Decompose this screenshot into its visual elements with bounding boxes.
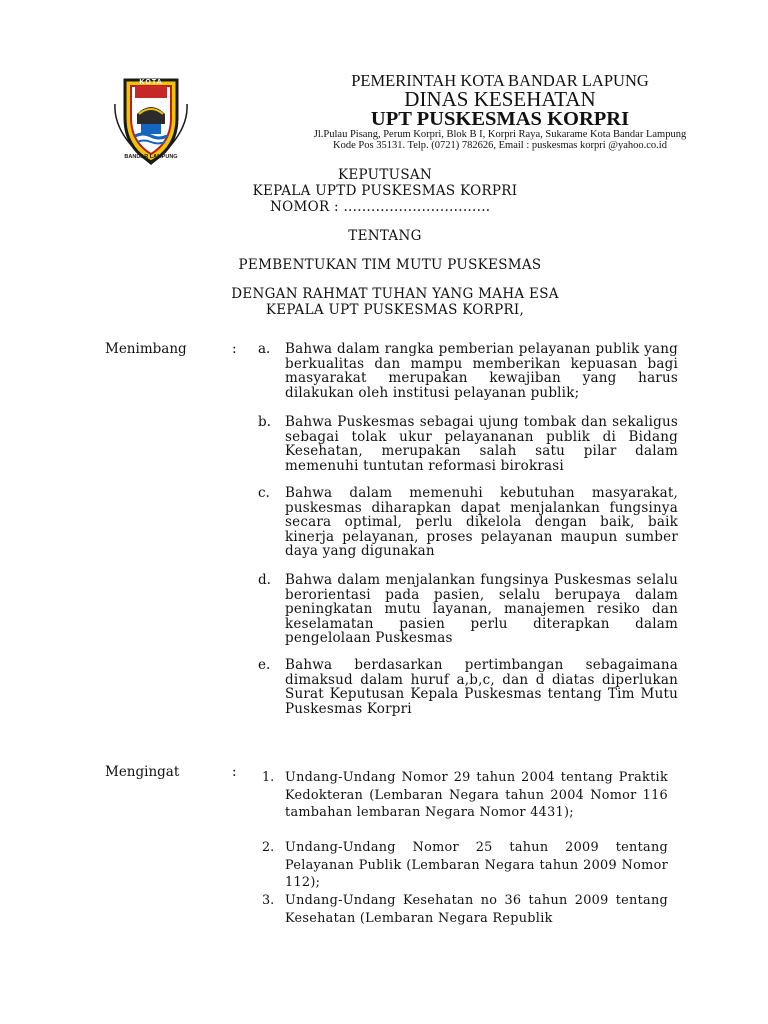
menimbang-mark-a: a.	[258, 341, 271, 357]
title-nomor: NOMOR : ................................	[270, 199, 491, 215]
menimbang-item-d: Bahwa dalam menjalankan fungsinya Puskesmas selalu berorientasi pada pasien, selalu berupaya dalam peningkatan mutu layanan, manajemen resiko dan keselamatan pasien perlu diterapkan dalam pengelolaan Puskesmas	[285, 572, 678, 646]
mengingat-mark-1: 1.	[262, 770, 275, 785]
mengingat-label: Mengingat	[105, 764, 180, 780]
mengingat-item-1: Undang-Undang Nomor 29 tahun 2004 tentang Praktik Kedokteran (Lembaran Negara tahun 2004 Nomor 116 tambahan lembaran Negara Nomor 4431);	[285, 770, 668, 820]
letterhead-unit: UPT PUSKESMAS KORPRI	[370, 108, 630, 130]
menimbang-colon: :	[232, 341, 237, 357]
menimbang-mark-b: b.	[258, 414, 271, 430]
title-kepala: KEPALA UPTD PUSKESMAS KORPRI	[252, 183, 518, 199]
menimbang-item-e: Bahwa berdasarkan pertimbangan sebagaimana dimaksud dalam huruf a,b,c, dan d diatas diperlukan Surat Keputusan Kepala Puskesmas tentang Tim Mutu Puskesmas Korpri	[285, 657, 678, 717]
menimbang-item-b: Bahwa Puskesmas sebagai ujung tombak dan sekaligus sebagai tolak ukur pelayananan publik di Bidang Kesehatan, merupakan salah satu pilar dalam memenuhi tuntutan reformasi birokrasi	[285, 414, 678, 474]
menimbang-item-a: Bahwa dalam rangka pemberian pelayanan publik yang berkualitas dan mampu memberikan kepuasan bagi masyarakat merupakan kewajiban yang harus dilakukan oleh institusi pelayanan publik;	[285, 341, 678, 401]
mengingat-colon: :	[232, 764, 237, 780]
mengingat-mark-2: 2.	[262, 840, 275, 855]
menimbang-item-c: Bahwa dalam memenuhi kebutuhan masyarakat, puskesmas diharapkan dapat menjalankan fungsinya secara optimal, perlu dikelola dengan baik, baik kinerja pelayanan, proses pelayanan maupun sumber daya yang digunakan	[285, 485, 678, 559]
logo-text-top: KOTA	[139, 79, 163, 86]
mengingat-item-2: Undang-Undang Nomor 25 tahun 2009 tentang Pelayanan Publik (Lembaran Negara tahun 2009 Nomor 112);	[285, 840, 668, 890]
mengingat-mark-3: 3.	[262, 893, 275, 908]
letterhead-department: DINAS KESEHATAN	[404, 87, 596, 111]
title-rahmat: DENGAN RAHMAT TUHAN YANG MAHA ESA	[231, 286, 559, 302]
title-tentang: TENTANG	[348, 228, 422, 244]
menimbang-mark-c: c.	[258, 485, 270, 501]
logo-text-bottom: BANDAR LAMPUNG	[124, 154, 178, 160]
city-emblem-logo	[105, 74, 197, 166]
letterhead-government: PEMERINTAH KOTA BANDAR LAPUNG	[351, 71, 649, 90]
menimbang-mark-d: d.	[258, 572, 271, 588]
letterhead-address-line2: Kode Pos 35131. Telp. (0721) 782626, Email : puskesmas korpri @yahoo.co.id	[333, 140, 667, 151]
menimbang-label: Menimbang	[105, 341, 187, 357]
title-keputusan: KEPUTUSAN	[337, 167, 433, 183]
title-kepala-upt: KEPALA UPT PUSKESMAS KORPRI,	[265, 302, 525, 318]
menimbang-mark-e: e.	[258, 657, 271, 673]
title-subject: PEMBENTUKAN TIM MUTU PUSKESMAS	[238, 257, 542, 273]
mengingat-item-3: Undang-Undang Kesehatan no 36 tahun 2009 tentang Kesehatan (Lembaran Negara Republik	[285, 893, 668, 926]
letterhead-address-line1: Jl.Pulau Pisang, Perum Korpri, Blok B I, Korpri Raya, Sukarame Kota Bandar Lampung	[313, 129, 687, 140]
